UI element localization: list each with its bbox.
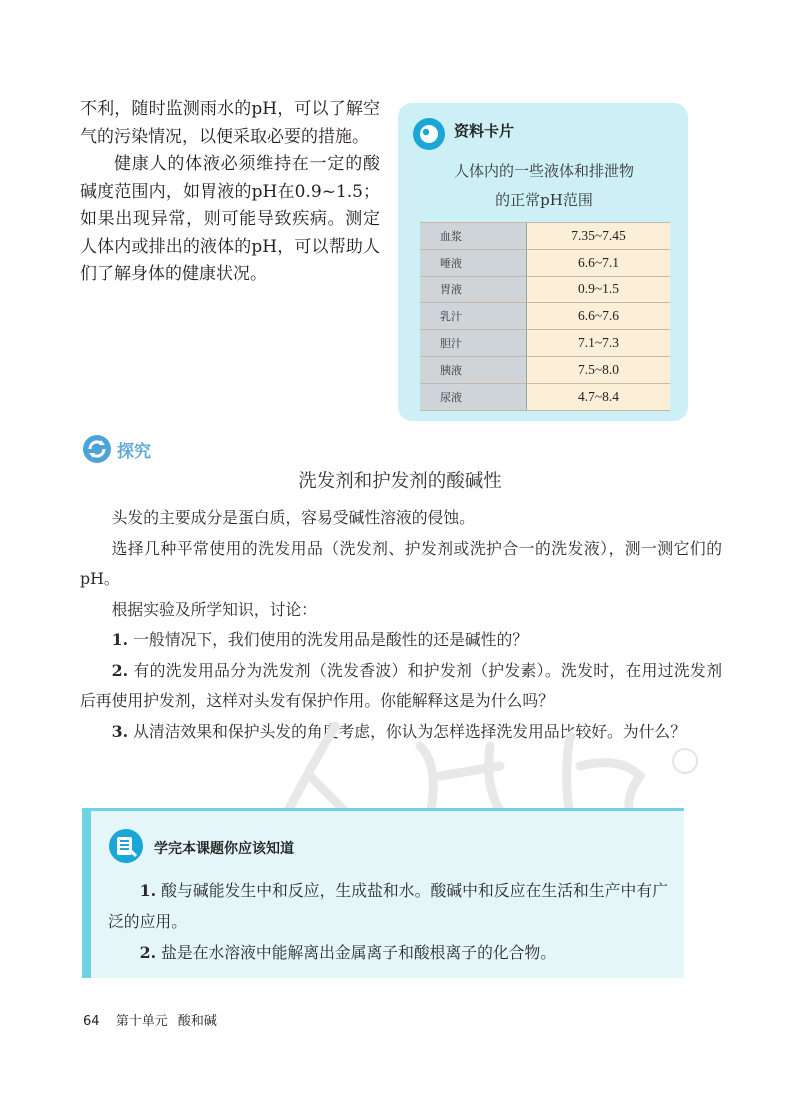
- fluid-name: 胃液: [420, 276, 527, 303]
- summary-label: 学完本课题你应该知道: [154, 841, 294, 857]
- question-3-text: 从清洁效果和保护头发的角度考虑，你认为怎样选择洗发用品比较好。为什么？: [133, 721, 687, 741]
- explore-title: 洗发剂和护发剂的酸碱性: [298, 471, 502, 492]
- explore-intro-3: 根据实验及所学知识，讨论：: [111, 599, 317, 619]
- fluid-name: 胆汁: [420, 330, 527, 357]
- summary-item-2: [108, 937, 668, 968]
- ph-range-table: [420, 222, 670, 411]
- explore-icon: [82, 434, 112, 464]
- question-1-number: 1.: [111, 630, 129, 649]
- info-card-icon: [412, 117, 446, 151]
- summary-body: [108, 875, 668, 968]
- table-row: [420, 223, 670, 250]
- explore-intro-2: 选择几种平常使用的洗发用品（洗发剂、护发剂或洗护合一的洗发液），测一测它们的pH。: [80, 538, 722, 588]
- info-card-label: 资料卡片: [454, 122, 515, 140]
- paragraph-rain-ph: 不利，随时监测雨水的pH，可以了解空气的污染情况，以便采取必要的措施。: [80, 99, 380, 147]
- table-row: [420, 303, 670, 330]
- summary-item-1-text: 酸与碱能发生中和反应，生成盐和水。酸碱中和反应在生活和生产中有广泛的应用。: [108, 881, 668, 931]
- table-row: [420, 249, 670, 276]
- summary-icon: [108, 828, 144, 864]
- summary-top-border: [82, 808, 684, 811]
- ph-range: 6.6~7.1: [527, 249, 671, 276]
- footer-unit: 第十单元: [115, 1014, 168, 1029]
- fluid-name: 唾液: [420, 249, 527, 276]
- question-2-number: 2.: [111, 660, 129, 680]
- summary-item-1-number: 1.: [139, 881, 157, 900]
- summary-item-2-text: 盐是在水溶液中能解离出金属离子和酸根离子的化合物。: [161, 943, 557, 962]
- fluid-name: 尿液: [420, 383, 527, 410]
- table-row: [420, 330, 670, 357]
- ph-range: 7.5~8.0: [527, 356, 671, 383]
- ph-range: 6.6~7.6: [527, 303, 671, 330]
- fluid-name: 胰液: [420, 356, 527, 383]
- page-footer: [83, 1010, 217, 1029]
- explore-label: 探究: [117, 442, 151, 462]
- ph-range: 0.9~1.5: [527, 276, 671, 303]
- page-number: 64: [83, 1014, 100, 1029]
- question-1: [80, 625, 722, 656]
- info-card-title-line2: 的正常pH范围: [495, 191, 593, 209]
- explore-intro-1: 头发的主要成分是蛋白质，容易受碱性溶液的侵蚀。: [111, 508, 475, 527]
- fluid-name: 血浆: [420, 223, 527, 250]
- ph-range: 7.35~7.45: [527, 223, 671, 250]
- ph-range: 4.7~8.4: [527, 383, 671, 410]
- fluid-name: 乳汁: [420, 303, 527, 330]
- info-card-title-line1: 人体内的一些液体和排泄物: [453, 162, 634, 180]
- question-1-text: 一般情况下，我们使用的洗发用品是酸性的还是碱性的？: [133, 630, 529, 649]
- table-row: [420, 276, 670, 303]
- table-row: [420, 356, 670, 383]
- table-row: [420, 383, 670, 410]
- ph-range: 7.1~7.3: [527, 330, 671, 357]
- paragraph-body-fluids: 健康人的体液必须维持在一定的酸碱度范围内，如胃液的pH在0.9~1.5；如果出现异常，则可能导致疾病。测定人体内或排出的液体的pH，可以帮助人们了解身体的健康状况。: [80, 154, 380, 284]
- summary-item-1: [108, 875, 668, 937]
- summary-left-bar: [82, 808, 91, 978]
- summary-item-2-number: 2.: [139, 943, 157, 962]
- question-2-text: 有的洗发用品分为洗发剂（洗发香波）和护发剂（护发素）。洗发时，在用过洗发剂后再使用护发剂，这样对头发有保护作用。你能解释这是为什么吗？: [80, 660, 722, 710]
- left-column-text: [80, 96, 380, 289]
- question-3-number: 3.: [111, 721, 129, 741]
- footer-chapter: 酸和碱: [177, 1014, 217, 1029]
